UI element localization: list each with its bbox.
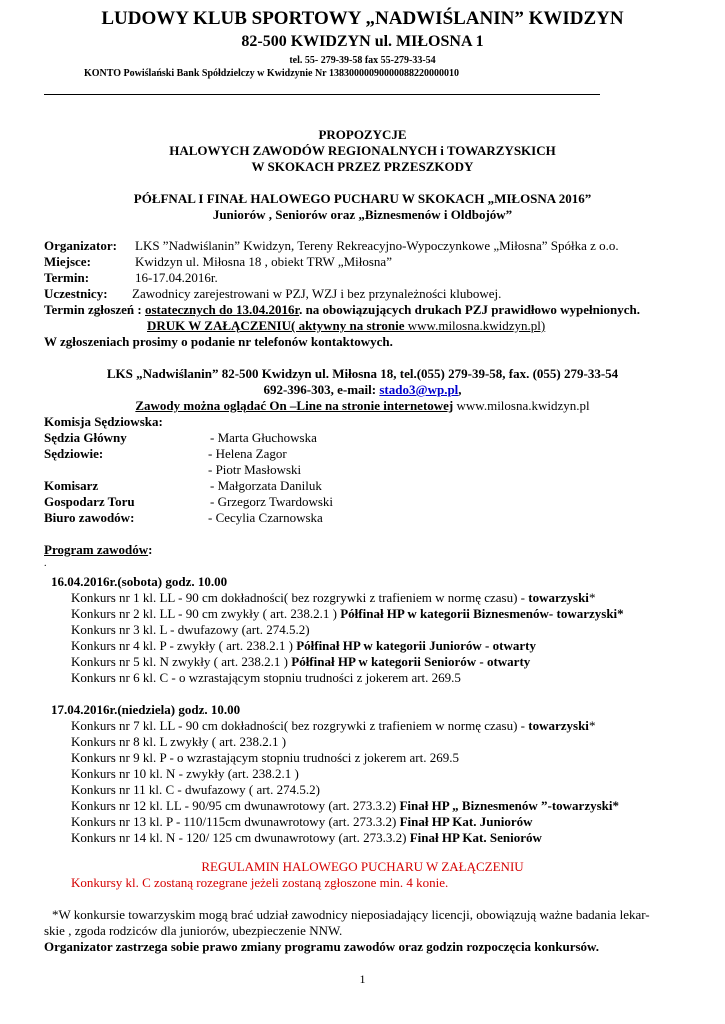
deadline-date: ostatecznych do 13.04.2016r <box>144 302 300 317</box>
bank-account: KONTO Powiślański Bank Spółdzielczy w Kwidzynie Nr 13830000090000088220000010 <box>84 68 459 79</box>
program-heading-colon: : <box>148 542 153 557</box>
competition-item <box>71 830 542 846</box>
contact-comma: , <box>458 382 462 397</box>
online-label: Zawody można oglądać On –Line na stronie internetowej <box>135 398 454 413</box>
organizer-label: Organizator: <box>44 238 117 253</box>
doc-title-2: HALOWYCH ZAWODÓW REGIONALNYCH i TOWARZYSKICH <box>169 143 556 158</box>
club-phones: tel. 55- 279-39-58 fax 55-279-33-54 <box>289 55 436 66</box>
item-desc: Konkurs nr 12 kl. LL - 90/95 cm dwunawrotowy (art. 273.3.2) <box>71 798 400 813</box>
online-url[interactable]: www.milosna.kwidzyn.pl <box>453 398 590 413</box>
item-desc: Konkurs nr 8 kl. L zwykły ( art. 238.2.1 ) <box>71 734 287 749</box>
competition-item <box>71 798 619 814</box>
competition-item <box>71 622 310 638</box>
contact-line-1: LKS „Nadwiślanin” 82-500 Kwidzyn ul. Miłosna 18, tel.(055) 279-39-58, fax. (055) 279-33-54 <box>106 366 619 381</box>
competition-item <box>71 606 624 622</box>
item-desc: Konkurs nr 1 kl. LL - 90 cm dokładności( bez rozgrywki z trafieniem w normę czasu) - <box>71 590 529 605</box>
program-heading <box>44 542 152 558</box>
contact-line-2 <box>0 382 725 398</box>
doc-subtitle-1: PÓŁFNAL I FINAŁ HALOWEGO PUCHARU W SKOKACH „MIŁOSNA 2016” <box>133 191 592 206</box>
item-bold: Finał HP „ Biznesmenów ”-towarzyski* <box>399 798 619 813</box>
form-url[interactable]: www.milosna.kwidzyn.pl) <box>404 318 546 333</box>
item-desc: Konkurs nr 10 kl. N - zwykły (art. 238.2.1 ) <box>71 766 299 781</box>
item-desc: Konkurs nr 11 kl. C - dwufazowy ( art. 274.5.2) <box>71 782 320 797</box>
item-bold: Półfinał HP w kategorii Juniorów - otwarty <box>296 638 536 653</box>
contact-phone: 692-396-303, e-mail: <box>263 382 380 397</box>
club-address: 82-500 KWIDZYN ul. MIŁOSNA 1 <box>241 33 484 50</box>
item-desc: Konkurs nr 4 kl. P - zwykły ( art. 238.2.1 ) <box>71 638 297 653</box>
item-bold: Półfinał HP w kategorii Biznesmenów- towarzyski* <box>340 606 624 621</box>
day1-heading: 16.04.2016r.(sobota) godz. 10.00 <box>51 574 228 589</box>
item-tail: * <box>588 590 596 605</box>
day2-heading: 17.04.2016r.(niedziela) godz. 10.00 <box>51 702 241 717</box>
judges-heading: Komisja Sędziowska: <box>44 414 163 429</box>
online-line <box>0 398 725 414</box>
doc-title-1: PROPOZYCJE <box>318 127 407 142</box>
place-label: Miejsce: <box>44 254 91 269</box>
competition-item <box>71 782 320 798</box>
item-desc: Konkurs nr 13 kl. P - 110/115cm dwunawrotowy (art. 273.3.2) <box>71 814 400 829</box>
competition-item <box>71 750 459 766</box>
judge-name: - Piotr Masłowski <box>208 462 302 477</box>
competition-item <box>71 654 530 670</box>
item-desc: Konkurs nr 7 kl. LL - 90 cm dokładności( bez rozgrywki z trafieniem w normę czasu) - <box>71 718 529 733</box>
header-divider <box>44 94 600 95</box>
item-bold: towarzyski <box>528 718 589 733</box>
form-line <box>147 318 545 334</box>
program-dot: . <box>44 558 47 569</box>
judge-name: - Grzegorz Twardowski <box>210 494 334 509</box>
program-heading-text: Program zawodów <box>44 542 149 557</box>
judge-role: Sędziowie: <box>44 446 104 461</box>
participants-value: Zawodnicy zarejestrowani w PZJ, WZJ i bez przynależności klubowej. <box>132 286 502 301</box>
phone-request: W zgłoszeniach prosimy o podanie nr telefonów kontaktowych. <box>44 334 393 349</box>
judge-name: - Marta Głuchowska <box>210 430 317 445</box>
item-desc: Konkurs nr 5 kl. N zwykły ( art. 238.2.1 ) <box>71 654 292 669</box>
deadline-rest: . na obowiązujących drukach PZJ prawidłowo wypełnionych. <box>299 302 640 317</box>
organizer-value: LKS ”Nadwiślanin” Kwidzyn, Tereny Rekreacyjno-Wypoczynkowe „Miłosna” Spółka z o.o. <box>135 238 619 253</box>
judge-role: Gospodarz Toru <box>44 494 135 509</box>
judge-role: Biuro zawodów: <box>44 510 135 525</box>
item-desc: Konkurs nr 9 kl. P - o wzrastającym stopniu trudności z jokerem art. 269.5 <box>71 750 459 765</box>
competition-item <box>71 814 532 830</box>
competition-item <box>71 670 461 686</box>
competition-item <box>71 590 595 606</box>
judge-name: - Helena Zagor <box>208 446 287 461</box>
date-value: 16-17.04.2016r. <box>135 270 218 285</box>
item-bold: Finał HP Kat. Juniorów <box>399 814 533 829</box>
judge-role: Komisarz <box>44 478 99 493</box>
judge-role: Sędzia Główny <box>44 430 127 445</box>
item-bold: towarzyski <box>528 590 589 605</box>
footnote-line-2: skie , zgoda rodziców dla juniorów, ubezpieczenie NNW. <box>44 923 343 938</box>
deadline-label: Termin zgłoszeń : <box>44 302 142 317</box>
item-desc: Konkurs nr 3 kl. L - dwufazowy (art. 274.5.2) <box>71 622 310 637</box>
item-bold: Finał HP Kat. Seniorów <box>409 830 542 845</box>
item-bold: Półfinał HP w kategorii Seniorów - otwarty <box>291 654 531 669</box>
competition-item <box>71 766 299 782</box>
club-title: LUDOWY KLUB SPORTOWY „NADWIŚLANIN” KWIDZYN <box>101 8 624 29</box>
form-label: DRUK W ZAŁĄCZENIU( aktywny na stronie <box>147 318 405 333</box>
date-label: Termin: <box>44 270 90 285</box>
organizer-note: Organizator zastrzega sobie prawo zmiany programu zawodów oraz godzin rozpoczęcia konkursów. <box>44 939 599 954</box>
deadline-line <box>44 302 640 318</box>
regulamin-note: REGULAMIN HALOWEGO PUCHARU W ZAŁĄCZENIU <box>201 859 524 874</box>
doc-subtitle-2: Juniorów , Seniorów oraz „Biznesmenów i Oldbojów” <box>212 207 513 222</box>
footnote-line-1: *W konkursie towarzyskim mogą brać udział zawodnicy nieposiadający licencji, obowiązują ważne badania lekar- <box>52 907 650 922</box>
doc-title-3: W SKOKACH PRZEZ PRZESZKODY <box>251 159 474 174</box>
judge-name: - Małgorzata Daniluk <box>210 478 322 493</box>
competition-item <box>71 734 286 750</box>
judge-name: - Cecylia Czarnowska <box>208 510 323 525</box>
item-desc: Konkurs nr 2 kl. LL - 90 cm zwykły ( art. 238.2.1 ) <box>71 606 341 621</box>
participants-label: Uczestnicy: <box>44 286 108 301</box>
item-desc: Konkurs nr 14 kl. N - 120/ 125 cm dwunawrotowy (art. 273.3.2) <box>71 830 410 845</box>
email-link[interactable]: stado3@wp.pl <box>379 382 459 397</box>
place-value: Kwidzyn ul. Miłosna 18 , obiekt TRW „Miłosna” <box>135 254 392 269</box>
page-number: 1 <box>359 972 366 986</box>
competition-item <box>71 638 536 654</box>
item-tail: * <box>588 718 596 733</box>
class-c-note: Konkursy kl. C zostaną rozegrane jeżeli zostaną zgłoszone min. 4 konie. <box>71 875 449 890</box>
item-desc: Konkurs nr 6 kl. C - o wzrastającym stopniu trudności z jokerem art. 269.5 <box>71 670 461 685</box>
competition-item <box>71 718 595 734</box>
